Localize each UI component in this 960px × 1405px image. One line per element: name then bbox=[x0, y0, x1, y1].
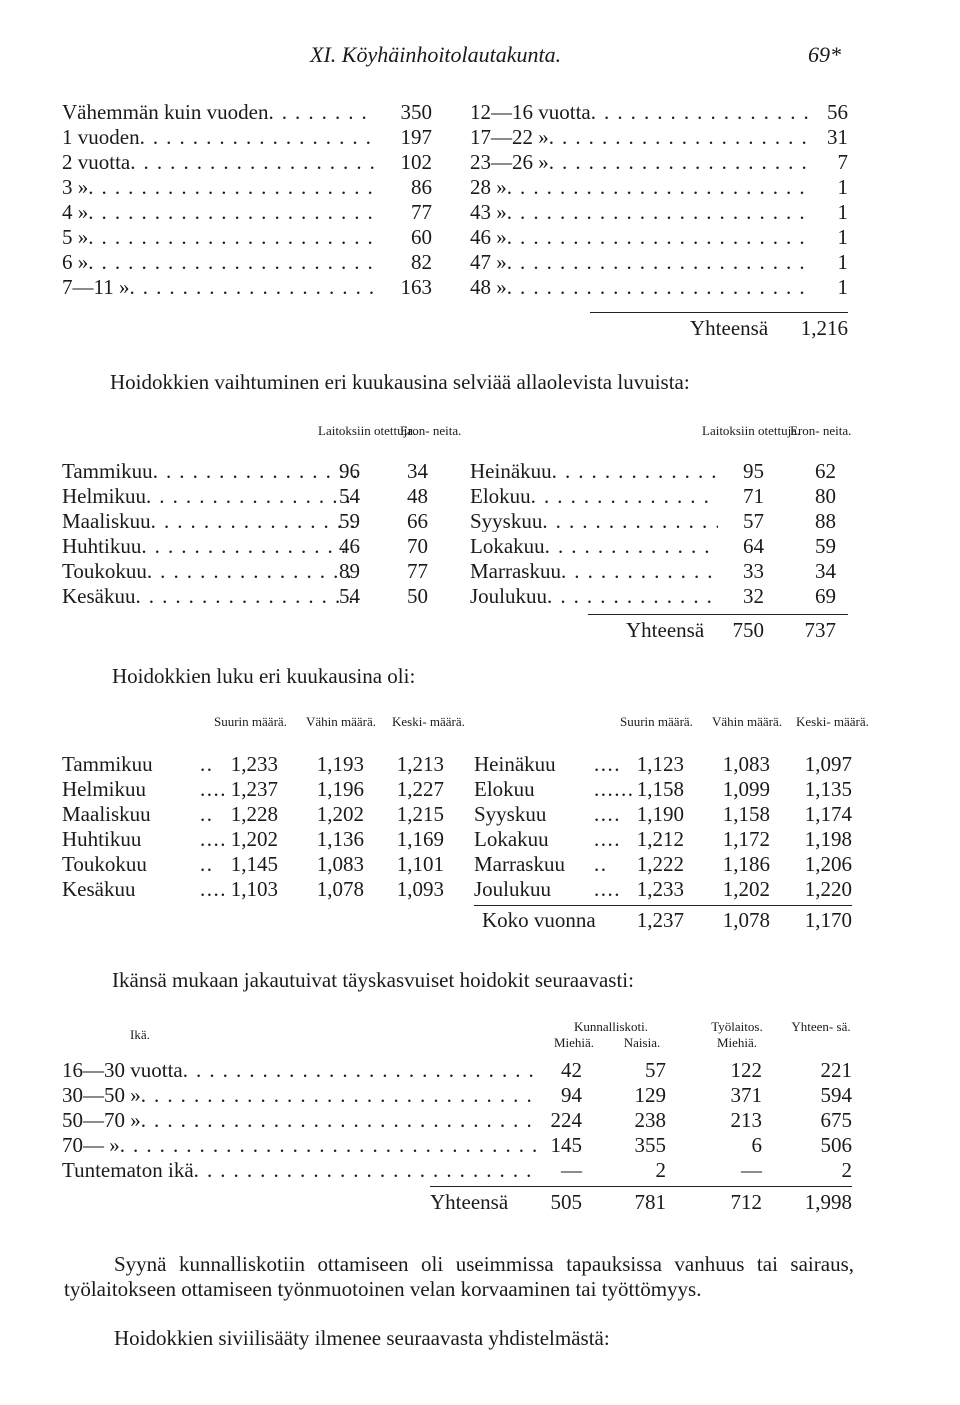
ages-row-b: 57 bbox=[645, 1058, 666, 1082]
counts-total-b: 1,078 bbox=[722, 908, 770, 932]
leader-dots bbox=[183, 1060, 540, 1081]
leader-dots bbox=[120, 1135, 540, 1156]
leader-dots bbox=[561, 561, 718, 582]
turnover-right-month-text: Heinäkuu bbox=[470, 461, 552, 482]
turnover-right-b: 80 bbox=[815, 484, 836, 508]
turnover-left-month-text: Helmikuu bbox=[62, 486, 146, 507]
leader-dots bbox=[507, 277, 808, 298]
ages-group1-head: Kunnalliskoti. bbox=[573, 1019, 649, 1034]
counts-right-a: 1,123 bbox=[636, 752, 684, 776]
leader-dots bbox=[547, 586, 718, 607]
counts-left-a: 1,202 bbox=[230, 827, 278, 851]
duration-right-label bbox=[470, 277, 808, 298]
turnover-intro: Hoidokkien vaihtuminen eri kuukausina selviää allaolevista luvuista: bbox=[110, 370, 690, 394]
counts-right-b: 1,186 bbox=[722, 852, 770, 876]
counts-total-rule bbox=[474, 905, 852, 906]
counts-left-a: 1,103 bbox=[230, 877, 278, 901]
duration-right-label-text: 46 » bbox=[470, 227, 507, 248]
counts-left-dots: .. bbox=[200, 802, 214, 826]
duration-right-label bbox=[470, 177, 808, 198]
turnover-right-month bbox=[470, 561, 718, 582]
counts-right-a: 1,233 bbox=[636, 877, 684, 901]
turnover-left-b: 48 bbox=[407, 484, 428, 508]
turnover-right-a: 71 bbox=[743, 484, 764, 508]
duration-right-label bbox=[470, 127, 808, 148]
leader-dots bbox=[268, 102, 374, 123]
turnover-right-month bbox=[470, 536, 718, 557]
counts-right-month: Elokuu bbox=[474, 777, 535, 801]
ages-intro: Ikänsä mukaan jakautuivat täyskasvuiset hoidokit seuraavasti: bbox=[112, 968, 634, 992]
duration-left-label bbox=[62, 277, 374, 298]
counts-left-dots: .. bbox=[200, 852, 214, 876]
counts-right-b: 1,099 bbox=[722, 777, 770, 801]
leader-dots bbox=[545, 536, 718, 557]
duration-right-label-text: 48 » bbox=[470, 277, 507, 298]
duration-right-label-text: 17—22 » bbox=[470, 127, 549, 148]
ages-row-label bbox=[62, 1060, 540, 1081]
civil-status-intro: Hoidokkien siviilisääty ilmenee seuraavasta yhdistelmästä: bbox=[114, 1326, 610, 1350]
turnover-left-month-text: Maaliskuu bbox=[62, 511, 151, 532]
leader-dots bbox=[88, 252, 374, 273]
leader-dots bbox=[507, 227, 808, 248]
turnover-right-a: 64 bbox=[743, 534, 764, 558]
ages-row-d: 2 bbox=[841, 1158, 852, 1182]
ages-row-d: 675 bbox=[820, 1108, 852, 1132]
leader-dots bbox=[531, 486, 718, 507]
duration-left-label bbox=[62, 177, 374, 198]
counts-left-c: 1,093 bbox=[396, 877, 444, 901]
counts-right-c: 1,097 bbox=[804, 752, 852, 776]
turnover-right-month-text: Syyskuu bbox=[470, 511, 543, 532]
counts-left-month: Helmikuu bbox=[62, 777, 146, 801]
turnover-left-b: 70 bbox=[407, 534, 428, 558]
counts-left-b: 1,136 bbox=[316, 827, 364, 851]
ages-row-label bbox=[62, 1160, 540, 1181]
ages-row-b: 129 bbox=[634, 1083, 666, 1107]
duration-left-value: 60 bbox=[411, 225, 432, 249]
ages-group2-head: Työlaitos. bbox=[711, 1019, 763, 1034]
counts-left-c: 1,213 bbox=[396, 752, 444, 776]
turnover-total-b: 737 bbox=[804, 618, 836, 642]
total-rule bbox=[590, 312, 848, 313]
duration-left-label-text: 2 vuotta bbox=[62, 152, 131, 173]
counts-left-a: 1,233 bbox=[230, 752, 278, 776]
counts-left-month: Kesäkuu bbox=[62, 877, 136, 901]
turnover-left-month bbox=[62, 561, 356, 582]
ages-men2-head: Miehiä. bbox=[716, 1035, 758, 1050]
counts-total-c: 1,170 bbox=[804, 908, 852, 932]
counts-left-c: 1,227 bbox=[396, 777, 444, 801]
turnover-right-month bbox=[470, 586, 718, 607]
turnover-right-month-text: Marraskuu bbox=[470, 561, 561, 582]
duration-left-label-text: 6 » bbox=[62, 252, 89, 273]
ages-row-a: 42 bbox=[561, 1058, 582, 1082]
duration-left-value: 82 bbox=[411, 250, 432, 274]
section-header: XI. Köyhäinhoitolautakunta. bbox=[310, 42, 562, 67]
turnover-left-month bbox=[62, 586, 356, 607]
leader-dots bbox=[552, 461, 718, 482]
turnover-left-a: 59 bbox=[339, 509, 360, 533]
turnover-left-month-text: Huhtikuu bbox=[62, 536, 142, 557]
ages-total-d: 1,998 bbox=[804, 1190, 852, 1214]
counts-left-a: 1,228 bbox=[230, 802, 278, 826]
leader-dots bbox=[549, 127, 808, 148]
duration-right-value: 56 bbox=[827, 100, 848, 124]
ages-row-d: 221 bbox=[820, 1058, 852, 1082]
turnover-left-b: 77 bbox=[407, 559, 428, 583]
turnover-right-month bbox=[470, 511, 718, 532]
ages-total-b: 781 bbox=[634, 1190, 666, 1214]
turnover-left-month bbox=[62, 461, 356, 482]
ages-row-a: — bbox=[561, 1158, 582, 1182]
turnover-right-month bbox=[470, 486, 718, 507]
duration-right-label bbox=[470, 252, 808, 273]
counts-right-b: 1,172 bbox=[722, 827, 770, 851]
duration-right-label-text: 23—26 » bbox=[470, 152, 549, 173]
duration-right-value: 7 bbox=[837, 150, 848, 174]
counts-left-b: 1,196 bbox=[316, 777, 364, 801]
turnover-col1-head: Laitoksiin otettuja. bbox=[318, 423, 417, 438]
turnover-total-a: 750 bbox=[732, 618, 764, 642]
turnover-left-b: 66 bbox=[407, 509, 428, 533]
duration-left-label-text: 5 » bbox=[62, 227, 89, 248]
counts-col1-head: Suurin määrä. bbox=[214, 714, 287, 729]
duration-right-value: 1 bbox=[837, 225, 848, 249]
page-number: 69* bbox=[808, 42, 841, 67]
duration-right-value: 1 bbox=[837, 175, 848, 199]
turnover-right-b: 69 bbox=[815, 584, 836, 608]
counts-col2-head-right: Vähin määrä. bbox=[712, 714, 783, 729]
counts-left-c: 1,169 bbox=[396, 827, 444, 851]
duration-left-label-text: 4 » bbox=[62, 202, 89, 223]
ages-row-c: 6 bbox=[751, 1133, 762, 1157]
leader-dots bbox=[141, 1085, 540, 1106]
counts-col2-head: Vähin määrä. bbox=[306, 714, 377, 729]
counts-right-a: 1,190 bbox=[636, 802, 684, 826]
counts-right-c: 1,135 bbox=[804, 777, 852, 801]
leader-dots bbox=[507, 252, 808, 273]
ages-row-c: 213 bbox=[730, 1108, 762, 1132]
counts-col1-head-right: Suurin määrä. bbox=[620, 714, 693, 729]
leader-dots bbox=[88, 177, 374, 198]
turnover-right-b: 62 bbox=[815, 459, 836, 483]
counts-right-dots: .... bbox=[594, 752, 621, 776]
duration-left-label bbox=[62, 227, 374, 248]
leader-dots bbox=[194, 1160, 540, 1181]
turnover-left-a: 46 bbox=[339, 534, 360, 558]
turnover-left-a: 96 bbox=[339, 459, 360, 483]
ages-row-label-text: Tuntematon ikä bbox=[62, 1160, 194, 1181]
counts-left-dots: .. bbox=[200, 752, 214, 776]
turnover-right-a: 95 bbox=[743, 459, 764, 483]
counts-right-b: 1,202 bbox=[722, 877, 770, 901]
counts-right-dots: .... bbox=[594, 802, 621, 826]
counts-right-a: 1,158 bbox=[636, 777, 684, 801]
duration-right-label bbox=[470, 202, 808, 223]
ages-row-a: 145 bbox=[550, 1133, 582, 1157]
turnover-right-b: 34 bbox=[815, 559, 836, 583]
ages-row-b: 238 bbox=[634, 1108, 666, 1132]
duration-right-value: 1 bbox=[837, 250, 848, 274]
counts-right-a: 1,222 bbox=[636, 852, 684, 876]
turnover-right-month-text: Elokuu bbox=[470, 486, 531, 507]
ages-age-head: Ikä. bbox=[130, 1027, 150, 1042]
counts-right-month: Joulukuu bbox=[474, 877, 552, 901]
ages-row-c: — bbox=[741, 1158, 762, 1182]
turnover-right-a: 57 bbox=[743, 509, 764, 533]
counts-right-month: Marraskuu bbox=[474, 852, 565, 876]
duration-left-label bbox=[62, 252, 374, 273]
reason-paragraph: Syynä kunnalliskotiin ottamiseen oli useimmissa tapauksissa vanhuus tai sairaus, työlaitokseen ottamiseen työnmuotoinen velan korvaaminen tai työttömyys. bbox=[64, 1252, 854, 1301]
counts-right-c: 1,174 bbox=[804, 802, 852, 826]
ages-row-b: 355 bbox=[634, 1133, 666, 1157]
turnover-col2-head: Eron- neita. bbox=[400, 423, 462, 438]
counts-left-month: Toukokuu bbox=[62, 852, 147, 876]
leader-dots bbox=[140, 127, 374, 148]
leader-dots bbox=[549, 152, 808, 173]
duration-right-label bbox=[470, 227, 808, 248]
turnover-right-month-text: Lokakuu bbox=[470, 536, 545, 557]
ages-row-label bbox=[62, 1110, 540, 1131]
leader-dots bbox=[507, 177, 808, 198]
turnover-left-month bbox=[62, 511, 356, 532]
ages-row-c: 122 bbox=[730, 1058, 762, 1082]
leader-dots bbox=[507, 202, 808, 223]
ages-row-d: 506 bbox=[820, 1133, 852, 1157]
counts-left-a: 1,237 bbox=[230, 777, 278, 801]
turnover-right-a: 32 bbox=[743, 584, 764, 608]
counts-col3-head-right: Keski- määrä. bbox=[796, 714, 869, 729]
ages-total-c: 712 bbox=[730, 1190, 762, 1214]
counts-left-dots: .... bbox=[200, 827, 227, 851]
ages-row-label-text: 50—70 » bbox=[62, 1110, 141, 1131]
counts-intro: Hoidokkien luku eri kuukausina oli: bbox=[112, 664, 416, 688]
ages-row-a: 94 bbox=[561, 1083, 582, 1107]
counts-total-label: Koko vuonna bbox=[482, 908, 596, 932]
duration-left-value: 77 bbox=[411, 200, 432, 224]
duration-left-label-text: 7—11 » bbox=[62, 277, 130, 298]
ages-row-b: 2 bbox=[655, 1158, 666, 1182]
counts-right-dots: .... bbox=[594, 827, 621, 851]
counts-left-a: 1,145 bbox=[230, 852, 278, 876]
counts-total-a: 1,237 bbox=[636, 908, 684, 932]
counts-left-b: 1,202 bbox=[316, 802, 364, 826]
leader-dots bbox=[141, 1110, 540, 1131]
ages-men-head: Miehiä. bbox=[553, 1035, 595, 1050]
counts-left-c: 1,101 bbox=[396, 852, 444, 876]
leader-dots bbox=[130, 152, 374, 173]
leader-dots bbox=[542, 511, 718, 532]
turnover-left-month-text: Toukokuu bbox=[62, 561, 147, 582]
counts-right-dots: ...... bbox=[594, 777, 635, 801]
duration-right-label-text: 12—16 vuotta bbox=[470, 102, 591, 123]
duration-right-label bbox=[470, 102, 808, 123]
ages-total-label: Yhteensä bbox=[430, 1190, 509, 1214]
duration-right-value: 31 bbox=[827, 125, 848, 149]
leader-dots bbox=[88, 227, 374, 248]
turnover-left-month-text: Tammikuu bbox=[62, 461, 153, 482]
turnover-left-month bbox=[62, 536, 356, 557]
turnover-left-a: 54 bbox=[339, 484, 360, 508]
leader-dots bbox=[591, 102, 808, 123]
ages-row-d: 594 bbox=[820, 1083, 852, 1107]
duration-right-label-text: 47 » bbox=[470, 252, 507, 273]
turnover-total-label: Yhteensä bbox=[626, 618, 705, 642]
turnover-right-b: 59 bbox=[815, 534, 836, 558]
ages-row-label-text: 16—30 vuotta bbox=[62, 1060, 183, 1081]
counts-right-c: 1,220 bbox=[804, 877, 852, 901]
ages-total-head: Yhteen- sä. bbox=[791, 1019, 851, 1034]
counts-right-dots: .... bbox=[594, 877, 621, 901]
turnover-left-b: 50 bbox=[407, 584, 428, 608]
duration-left-label bbox=[62, 127, 374, 148]
duration-left-label bbox=[62, 152, 374, 173]
counts-col3-head: Keski- määrä. bbox=[392, 714, 465, 729]
counts-left-dots: .... bbox=[200, 777, 227, 801]
counts-left-b: 1,078 bbox=[316, 877, 364, 901]
duration-left-label-text: Vähemmän kuin vuoden bbox=[62, 102, 269, 123]
duration-right-label-text: 28 » bbox=[470, 177, 507, 198]
turnover-right-month bbox=[470, 461, 718, 482]
counts-left-dots: .... bbox=[200, 877, 227, 901]
counts-left-b: 1,083 bbox=[316, 852, 364, 876]
counts-left-c: 1,215 bbox=[396, 802, 444, 826]
counts-right-c: 1,206 bbox=[804, 852, 852, 876]
leader-dots bbox=[88, 202, 374, 223]
turnover-right-month-text: Joulukuu bbox=[470, 586, 548, 607]
counts-right-b: 1,158 bbox=[722, 802, 770, 826]
ages-row-label-text: 30—50 » bbox=[62, 1085, 141, 1106]
ages-row-label bbox=[62, 1135, 540, 1156]
counts-left-month: Huhtikuu bbox=[62, 827, 142, 851]
turnover-col1-head-right: Laitoksiin otettuja. bbox=[702, 423, 801, 438]
leader-dots bbox=[129, 277, 374, 298]
counts-left-b: 1,193 bbox=[316, 752, 364, 776]
duration-total-value: 1,216 bbox=[800, 316, 848, 340]
duration-left-value: 350 bbox=[400, 100, 432, 124]
counts-right-month: Heinäkuu bbox=[474, 752, 556, 776]
duration-left-label-text: 3 » bbox=[62, 177, 89, 198]
duration-left-value: 163 bbox=[400, 275, 432, 299]
ages-row-label-text: 70— » bbox=[62, 1135, 120, 1156]
duration-left-value: 102 bbox=[400, 150, 432, 174]
ages-women-head: Naisia. bbox=[623, 1035, 661, 1050]
ages-total-a: 505 bbox=[550, 1190, 582, 1214]
duration-left-label bbox=[62, 102, 374, 123]
duration-right-label-text: 43 » bbox=[470, 202, 507, 223]
ages-row-c: 371 bbox=[730, 1083, 762, 1107]
counts-right-b: 1,083 bbox=[722, 752, 770, 776]
turnover-left-a: 89 bbox=[339, 559, 360, 583]
ages-total-rule bbox=[430, 1186, 852, 1187]
turnover-left-b: 34 bbox=[407, 459, 428, 483]
turnover-left-a: 54 bbox=[339, 584, 360, 608]
counts-left-month: Maaliskuu bbox=[62, 802, 151, 826]
duration-total-label: Yhteensä bbox=[690, 316, 769, 340]
ages-row-a: 224 bbox=[550, 1108, 582, 1132]
counts-right-month: Syyskuu bbox=[474, 802, 547, 826]
turnover-total-rule bbox=[588, 614, 848, 615]
counts-right-a: 1,212 bbox=[636, 827, 684, 851]
counts-right-dots: .. bbox=[594, 852, 608, 876]
ages-row-label bbox=[62, 1085, 540, 1106]
turnover-col2-head-right: Eron- neita. bbox=[790, 423, 852, 438]
counts-left-month: Tammikuu bbox=[62, 752, 153, 776]
counts-right-c: 1,198 bbox=[804, 827, 852, 851]
duration-right-value: 1 bbox=[837, 200, 848, 224]
duration-right-label bbox=[470, 152, 808, 173]
turnover-left-month-text: Kesäkuu bbox=[62, 586, 136, 607]
duration-right-value: 1 bbox=[837, 275, 848, 299]
counts-right-month: Lokakuu bbox=[474, 827, 549, 851]
duration-left-label bbox=[62, 202, 374, 223]
turnover-left-month bbox=[62, 486, 356, 507]
duration-left-value: 86 bbox=[411, 175, 432, 199]
duration-left-value: 197 bbox=[400, 125, 432, 149]
duration-left-label-text: 1 vuoden bbox=[62, 127, 140, 148]
turnover-right-b: 88 bbox=[815, 509, 836, 533]
turnover-right-a: 33 bbox=[743, 559, 764, 583]
